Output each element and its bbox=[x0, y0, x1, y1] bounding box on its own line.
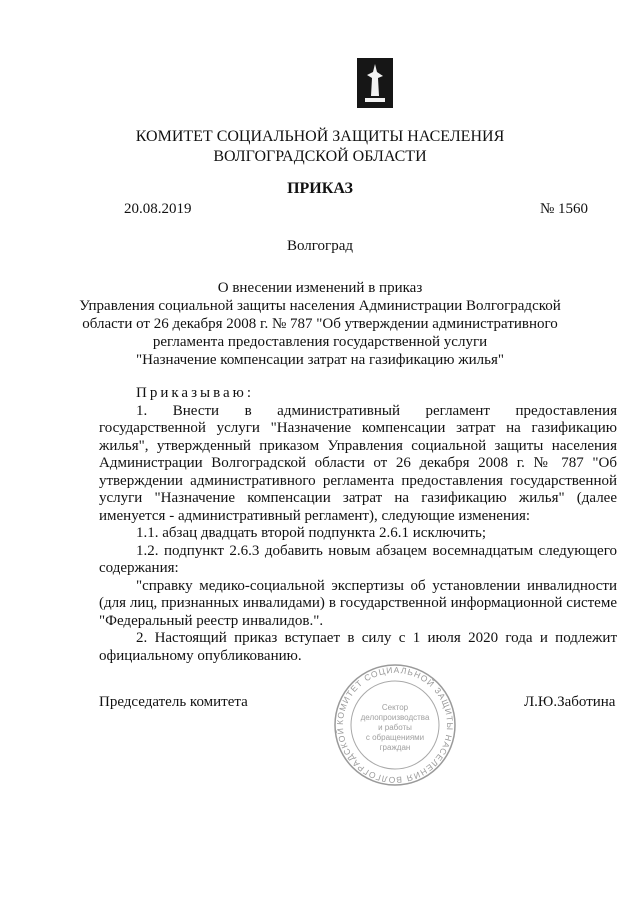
coat-of-arms-icon bbox=[357, 58, 393, 108]
subject-line1: О внесении изменений в приказ bbox=[217, 280, 423, 296]
order-item-2: 2. Настоящий приказ вступает в силу с 1 июля 2020 года и подлежит официальному опубликованию. bbox=[99, 630, 617, 664]
svg-text:с обращениями: с обращениями bbox=[365, 733, 425, 742]
document-city: Волгоград bbox=[286, 238, 353, 254]
subject-line2: Управления социальной защиты населения Администрации Волгоградской bbox=[79, 298, 561, 314]
svg-text:делопроизводства: делопроизводства bbox=[360, 713, 430, 722]
order-item-1-1: 1.1. абзац двадцать второй подпункта 2.6.1 исключить; bbox=[136, 525, 486, 541]
committee-name-line1: КОМИТЕТ СОЦИАЛЬНОЙ ЗАЩИТЫ НАСЕЛЕНИЯ bbox=[135, 128, 505, 145]
document-date: 20.08.2019 bbox=[124, 201, 192, 217]
svg-text:граждан: граждан bbox=[379, 743, 411, 752]
order-item-1-2: 1.2. подпункт 2.6.3 добавить новым абзацем восемнадцатым следующего содержания: bbox=[99, 542, 617, 576]
committee-name-line2: ВОЛГОГРАДСКОЙ ОБЛАСТИ bbox=[213, 148, 427, 165]
svg-text:КОМИТЕТ СОЦИАЛЬНОЙ ЗАЩИТЫ НАСЕ: КОМИТЕТ СОЦИАЛЬНОЙ ЗАЩИТЫ НАСЕЛЕНИЯ ВОЛГОГРАДСКОЙ bbox=[334, 664, 456, 786]
official-stamp bbox=[330, 660, 460, 790]
svg-text:и работы: и работы bbox=[378, 723, 412, 732]
order-word: Приказываю: bbox=[136, 385, 254, 401]
order-quote: "справку медико-социальной экспертизы об установлении инвалидности (для лиц, признанных инвалидами) в государственной информационной системе "Федеральный реестр инвалидов.". bbox=[99, 577, 617, 629]
signer-name: Л.Ю.Заботина bbox=[524, 694, 616, 710]
signer-title: Председатель комитета bbox=[99, 694, 248, 710]
subject-line3: области от 26 декабря 2008 г. № 787 "Об утверждении административного bbox=[82, 316, 558, 332]
order-body bbox=[99, 385, 617, 665]
subject-line5: "Назначение компенсации затрат на газификацию жилья" bbox=[136, 352, 504, 368]
svg-text:Сектор: Сектор bbox=[381, 703, 409, 712]
order-item-1: 1. Внести в административный регламент предоставления государственной услуги "Назначение компенсации затрат на газификацию жилья", утвержденный приказом Управления социальной защиты населения Администрации Волгоградской области от 26 декабря 2008 г. № 787 "Об утверждении административного регламента предоставления государственной услуги "Назначение компенсации затрат на газификацию жилья" (далее именуется - административный регламент), следующие изменения: bbox=[99, 402, 617, 524]
document-type: ПРИКАЗ bbox=[287, 180, 353, 197]
document-number: № 1560 bbox=[540, 201, 589, 217]
subject-line4: регламента предоставления государственной услуги bbox=[152, 334, 488, 350]
